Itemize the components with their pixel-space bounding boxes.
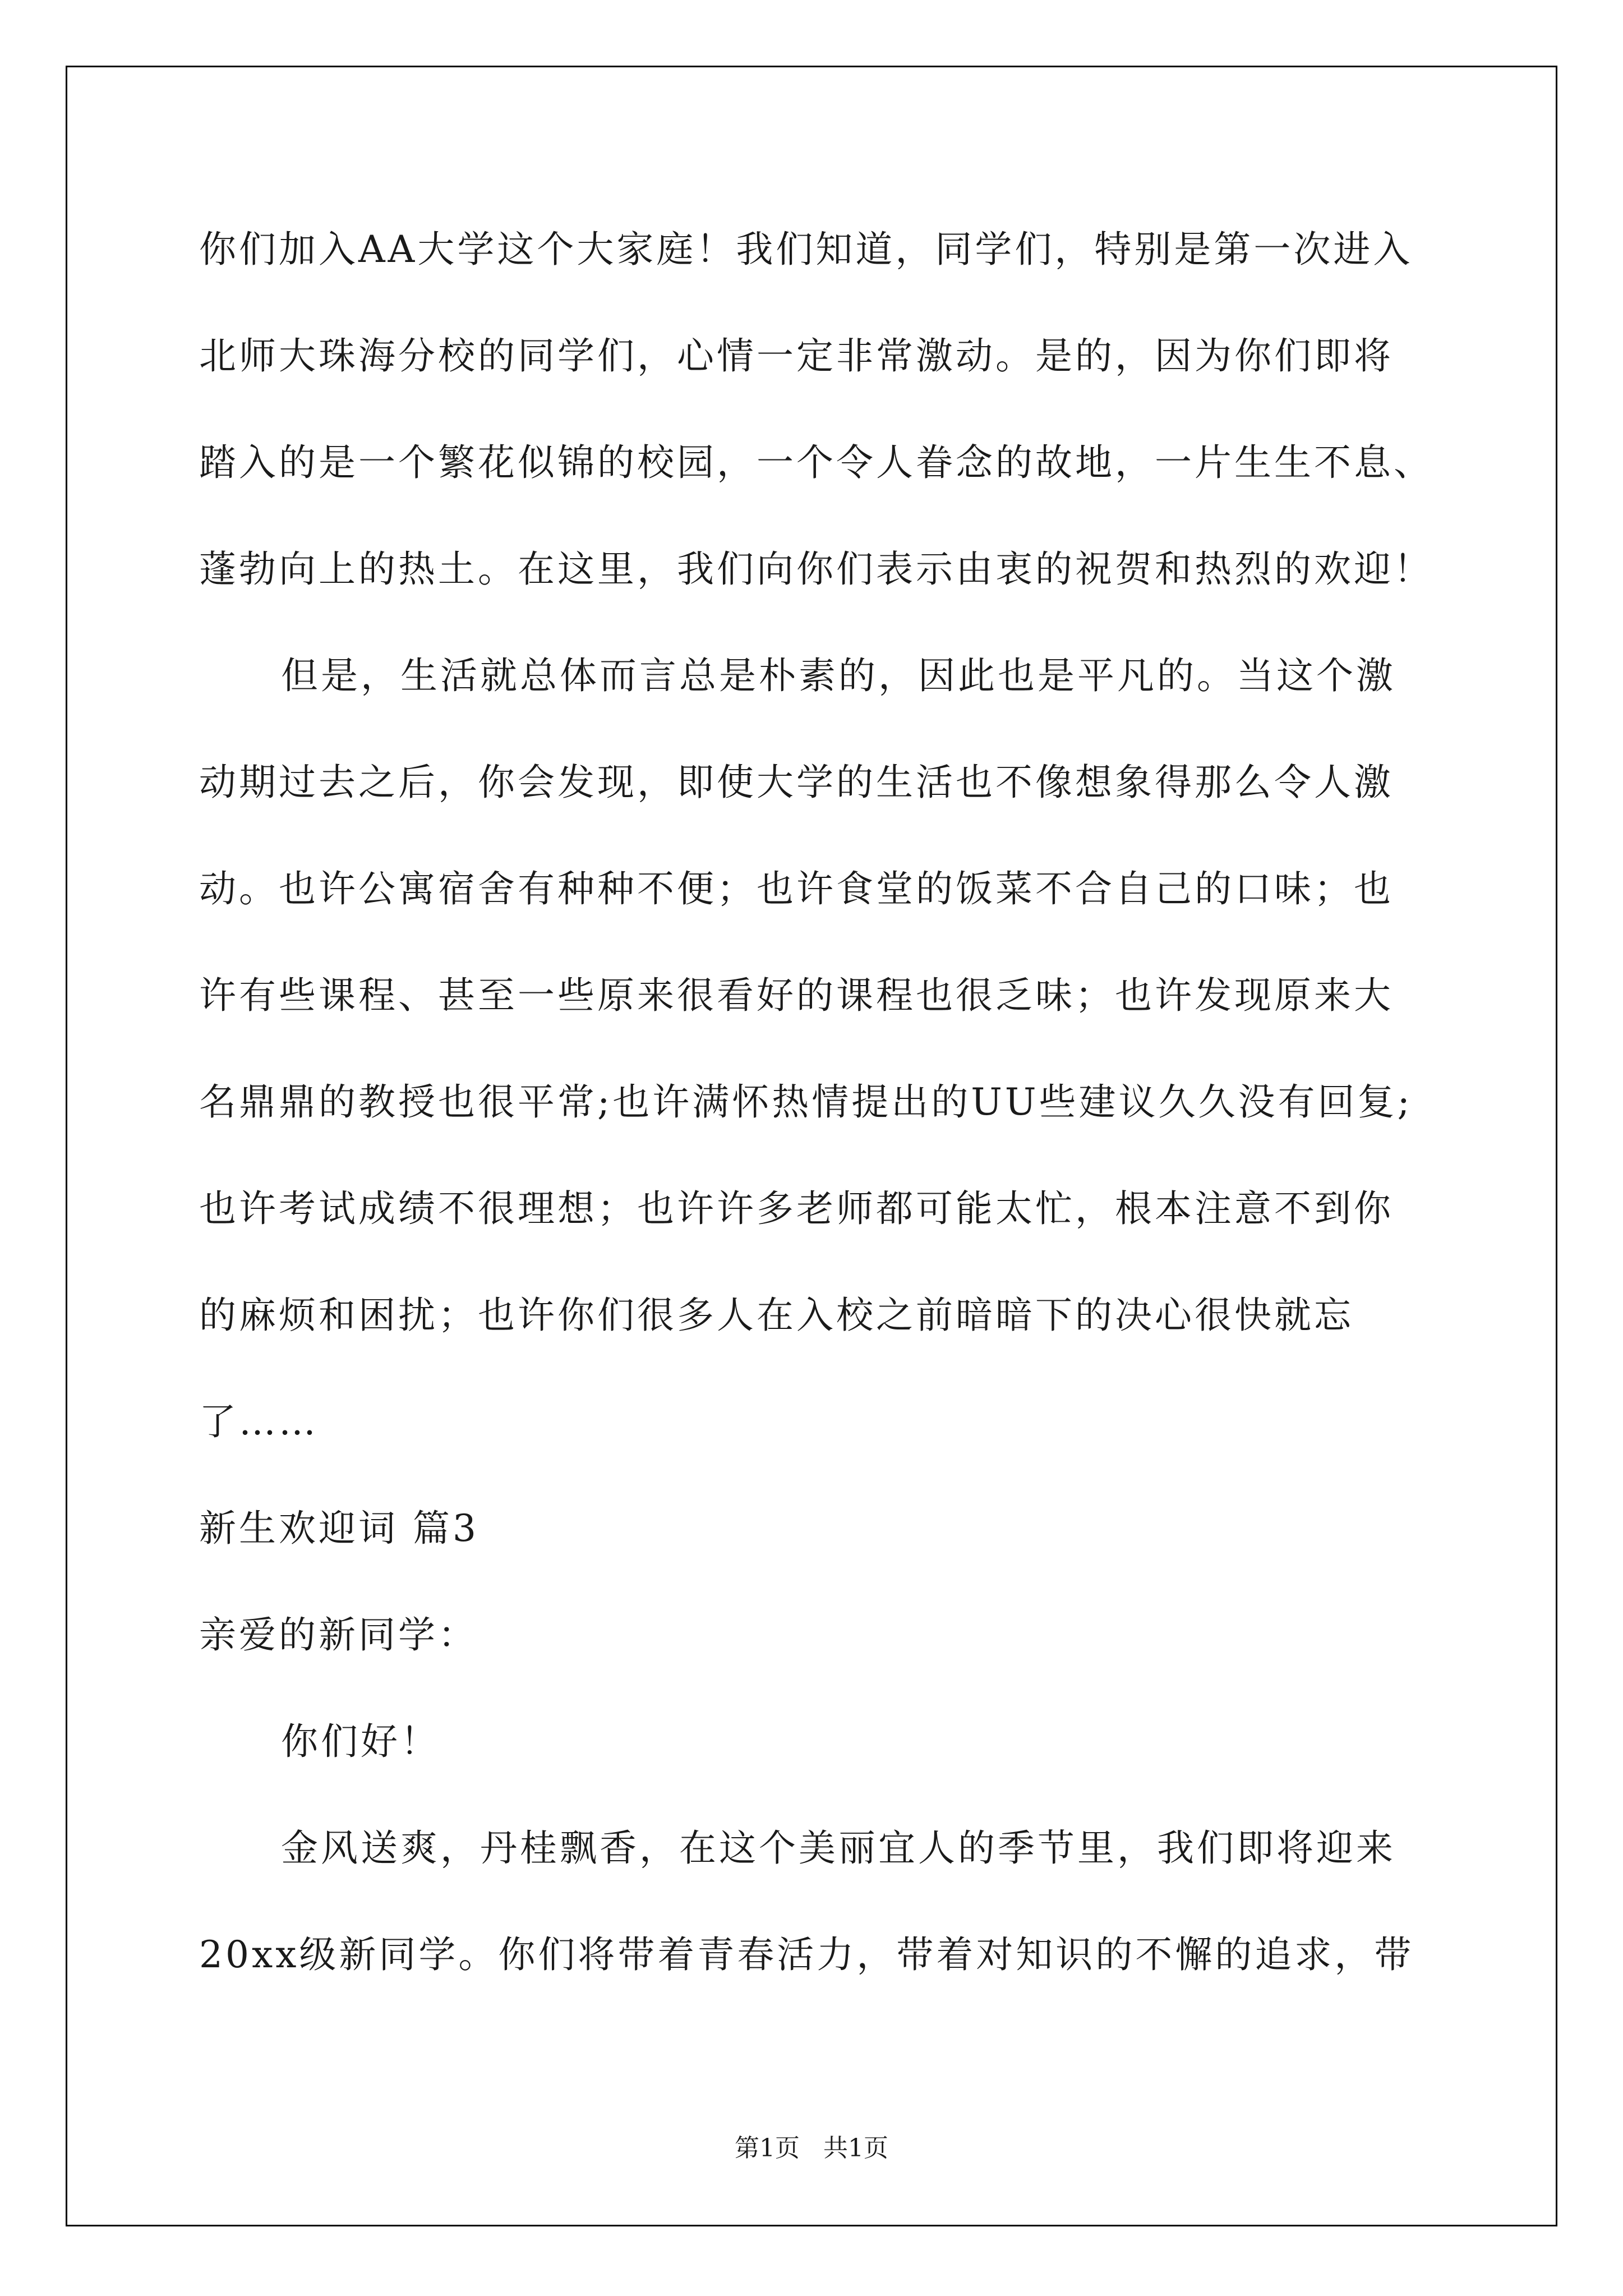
page-number: 第1页 共1页 (735, 2134, 888, 2162)
paragraph-line: 蓬勃向上的热土。在这里，我们向你们表示由衷的祝贺和热烈的欢迎！ (199, 547, 1433, 591)
salutation: 亲爱的新同学： (199, 1613, 478, 1657)
paragraph-line: 许有些课程、甚至一些原来很看好的课程也很乏味；也许发现原来大 (199, 974, 1394, 1017)
paragraph-line: 金风送爽，丹桂飘香，在这个美丽宜人的季节里，我们即将迎来 (281, 1826, 1396, 1870)
paragraph-line: 也许考试成绩不很理想；也许许多老师都可能太忙，根本注意不到你 (199, 1187, 1394, 1230)
paragraph-line: 踏入的是一个繁花似锦的校园，一个令人眷念的故地，一片生生不息、 (199, 441, 1433, 484)
paragraph-line: 名鼎鼎的教授也很平常;也许满怀热情提出的UU些建议久久没有回复; (199, 1080, 1413, 1124)
paragraph-line: 但是，生活就总体而言总是朴素的，因此也是平凡的。当这个激 (281, 654, 1396, 697)
greeting: 你们好！ (281, 1720, 440, 1763)
paragraph-line: 动。也许公寓宿舍有种种不便；也许食堂的饭菜不合自己的口味；也 (199, 867, 1394, 910)
paragraph-line: 北师大珠海分校的同学们，心情一定非常激动。是的，因为你们即将 (199, 334, 1394, 378)
document-body (199, 208, 1433, 2019)
paragraph-line: 了…… (199, 1400, 319, 1443)
paragraph-line: 20xx级新同学。你们将带着青春活力，带着对知识的不懈的追求，带 (199, 1933, 1414, 1976)
paragraph-line: 动期过去之后，你会发现，即使大学的生活也不像想象得那么令人激 (199, 761, 1394, 804)
paragraph-line: 的麻烦和困扰；也许你们很多人在入校之前暗暗下的决心很快就忘 (199, 1294, 1354, 1337)
section-heading: 新生欢迎词 篇3 (199, 1507, 479, 1550)
paragraph-line: 你们加入AA大学这个大家庭！我们知道，同学们，特别是第一次进入 (199, 228, 1413, 271)
